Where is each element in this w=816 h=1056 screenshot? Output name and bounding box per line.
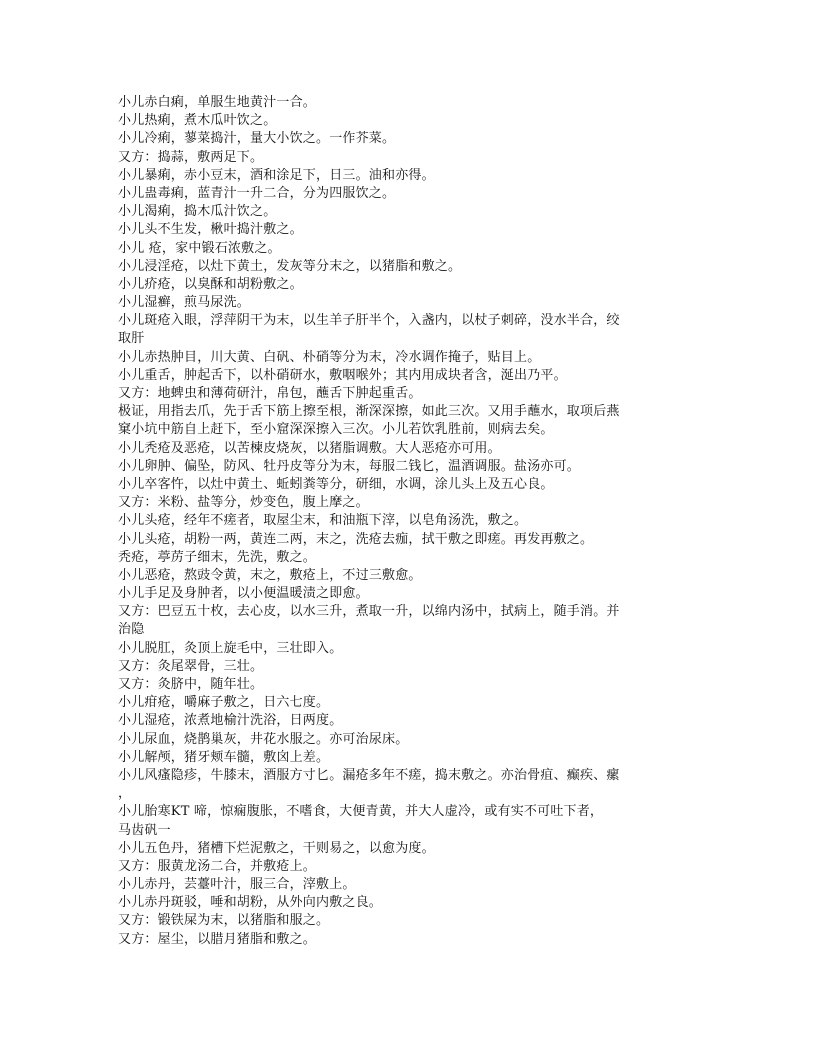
text-line: 又方：捣蒜，敷两足下。 xyxy=(118,149,264,165)
text-line: 马齿矾一 xyxy=(118,822,171,838)
text-line: 小儿秃疮及恶疮，以苦楝皮烧灰，以猪脂调敷。大人恶疮亦可用。 xyxy=(118,440,501,456)
text-line: 小儿脱肛，灸顶上旋毛中，三壮即入。 xyxy=(118,640,343,656)
text-line: 小儿渴痢，捣木瓜汁饮之。 xyxy=(118,204,277,220)
text-line: 小儿胎寒KT 啼，惊痫腹胀，不嗜食，大便青黄，并大人虚冷，或有实不可吐下者， xyxy=(118,804,604,820)
text-line: 小儿重舌，肿起舌下，以朴硝研水，敷咽喉外；其内用成块者含，涎出乃平。 xyxy=(118,367,567,383)
text-line: 小儿五色丹，猪槽下烂泥敷之，干则易之，以愈为度。 xyxy=(118,840,435,856)
text-line: 小儿头不生发，楸叶捣汁敷之。 xyxy=(118,222,303,238)
text-line: 又方：巴豆五十枚，去心皮，以水三升，煮取一升，以绵内汤中，拭病上，随手消。并 xyxy=(118,604,620,620)
text-line: 取肝 xyxy=(118,331,145,347)
text-line: 小儿手足及身肿者，以小便温暖渍之即愈。 xyxy=(118,586,369,602)
text-line: 小儿暴痢，赤小豆末，酒和涂足下，日三。油和亦得。 xyxy=(118,167,435,183)
text-line: 小儿浸淫疮，以灶下黄土，发灰等分末之，以猪脂和敷之。 xyxy=(118,258,462,274)
text-line: 小儿卵肿、偏坠，防风、牡丹皮等分为末，每服二钱匕，温酒调服。盐汤亦可。 xyxy=(118,458,581,474)
text-line: 治隐 xyxy=(118,622,145,638)
document-page xyxy=(118,94,718,949)
text-line: 极证，用指去爪，先于舌下筋上擦至根，渐深深擦，如此三次。又用手蘸水，取项后燕 xyxy=(118,404,620,420)
text-line: 窠小坑中筋自上赶下，至小窟深深擦入三次。小儿若饮乳胜前，则病去矣。 xyxy=(118,422,554,438)
text-line: 小儿尿血，烧鹊巢灰，井花水服之。亦可治尿床。 xyxy=(118,731,409,747)
text-line: 又方：服黄龙汤二合，并敷疮上。 xyxy=(118,858,317,874)
text-line: 小儿热痢，煮木瓜叶饮之。 xyxy=(118,113,277,129)
text-line: 又方：米粉、盐等分，炒变色，腹上摩之。 xyxy=(118,495,369,511)
text-line: 又方：屋尘，以腊月猪脂和敷之。 xyxy=(118,931,317,947)
text-line: 小儿湿癣，煎马尿洗。 xyxy=(118,295,251,311)
text-line: 小儿风瘙隐疹，牛膝末，酒服方寸匕。漏疮多年不瘥，捣末敷之。亦治骨疽、癫疾、瘰 xyxy=(118,767,620,783)
text-line: 又方：灸脐中，随年壮。 xyxy=(118,677,264,692)
text-line: 小儿赤白痢，单服生地黄汁一合。 xyxy=(118,95,317,110)
text-line: 小儿头疮，经年不瘥者，取屋尘末，和油瓶下滓，以皂角汤洗，敷之。 xyxy=(118,513,528,529)
text-line: ， xyxy=(118,786,132,802)
text-line: 小儿湿疮，浓煮地榆汁洗浴，日两度。 xyxy=(118,713,343,729)
text-line: 小儿解颅，猪牙颊车髓，敷囟上差。 xyxy=(118,749,330,765)
text-line: 又方：锻铁屎为末，以猪脂和服之。 xyxy=(118,913,330,929)
text-line: 秃疮，葶苈子细末，先洗，敷之。 xyxy=(118,549,317,565)
text-line: 小儿斑疮入眼，浮萍阴干为末，以生羊子肝半个，入盏内，以杖子刺碎，没水半合，绞 xyxy=(118,313,620,329)
text-line: 又方：灸尾翠骨，三壮。 xyxy=(118,658,264,674)
text-line: 小儿赤丹，芸薹叶汁，服三合，滓敷上。 xyxy=(118,877,356,893)
text-line: 小儿 疮，家中锻石浓敷之。 xyxy=(118,240,281,256)
text-line: 小儿疥疮，以臭酥和胡粉敷之。 xyxy=(118,276,303,292)
text-line: 小儿蛊毒痢，蓝青汁一升二合，分为四服饮之。 xyxy=(118,185,396,201)
text-line: 又方：地蜱虫和薄荷研汁，帛包，蘸舌下肿起重舌。 xyxy=(118,386,422,401)
text-line: 小儿卒客忤，以灶中黄土、蚯蚓粪等分，研细，水调，涂儿头上及五心良。 xyxy=(118,476,554,492)
text-line: 小儿冷痢，蓼菜捣汁，量大小饮之。一作芥菜。 xyxy=(118,131,396,147)
text-line: 小儿赤热肿目，川大黄、白矾、朴硝等分为末，冷水调作掩子，贴目上。 xyxy=(118,349,541,365)
text-line: 小儿疳疮，嚼麻子敷之，日六七度。 xyxy=(118,695,330,711)
text-line: 小儿头疮，胡粉一两，黄连二两，末之，洗疮去痂，拭干敷之即瘥。再发再敷之。 xyxy=(118,531,594,547)
text-line: 小儿赤丹斑驳，唾和胡粉，从外向内敷之良。 xyxy=(118,895,383,911)
text-line: 小儿恶疮，熬豉令黄，末之，敷疮上，不过三敷愈。 xyxy=(118,567,422,583)
